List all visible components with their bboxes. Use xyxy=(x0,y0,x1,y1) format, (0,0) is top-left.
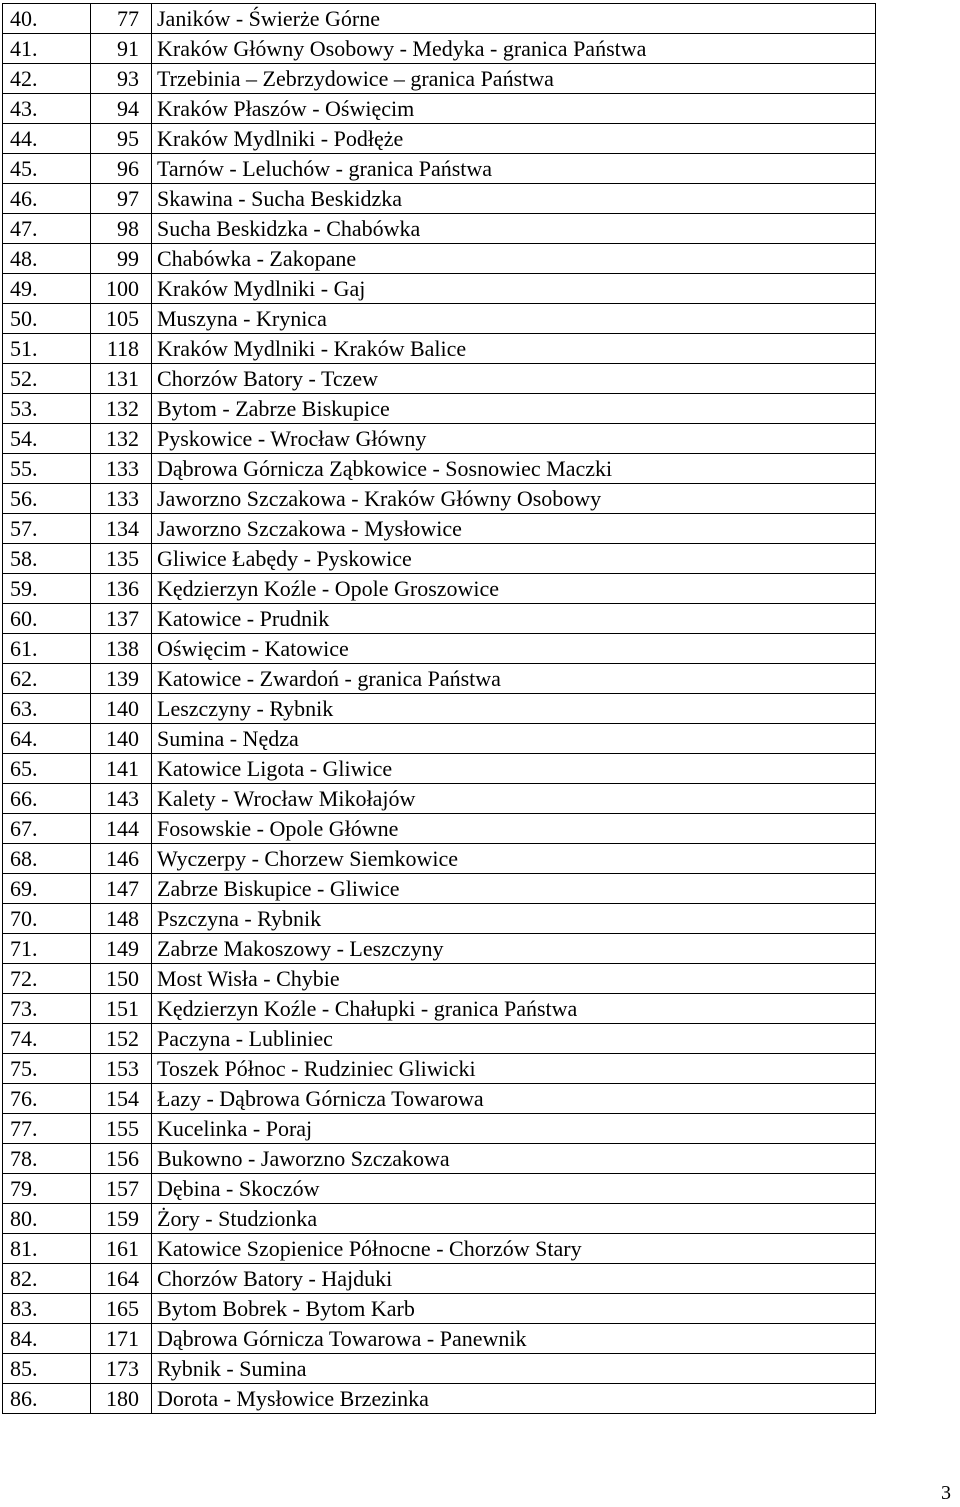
row-index: 80. xyxy=(3,1204,91,1234)
table-row xyxy=(3,544,876,574)
table-row xyxy=(3,604,876,634)
row-index: 42. xyxy=(3,64,91,94)
line-number: 156 xyxy=(91,1144,152,1174)
table-row xyxy=(3,574,876,604)
line-route-name: Sucha Beskidzka - Chabówka xyxy=(152,214,876,244)
line-route-name: Kraków Mydlniki - Podłęże xyxy=(152,124,876,154)
row-index: 74. xyxy=(3,1024,91,1054)
line-route-name: Łazy - Dąbrowa Górnicza Towarowa xyxy=(152,1084,876,1114)
line-route-name: Wyczerpy - Chorzew Siemkowice xyxy=(152,844,876,874)
line-number: 96 xyxy=(91,154,152,184)
table-row xyxy=(3,694,876,724)
row-index: 67. xyxy=(3,814,91,844)
line-number: 180 xyxy=(91,1384,152,1414)
row-index: 61. xyxy=(3,634,91,664)
line-route-name: Muszyna - Krynica xyxy=(152,304,876,334)
table-row xyxy=(3,424,876,454)
line-route-name: Paczyna - Lubliniec xyxy=(152,1024,876,1054)
line-route-name: Trzebinia – Zebrzydowice – granica Państwa xyxy=(152,64,876,94)
row-index: 82. xyxy=(3,1264,91,1294)
row-index: 75. xyxy=(3,1054,91,1084)
line-route-name: Fosowskie - Opole Główne xyxy=(152,814,876,844)
table-row xyxy=(3,964,876,994)
table-row xyxy=(3,1324,876,1354)
line-route-name: Oświęcim - Katowice xyxy=(152,634,876,664)
line-number: 173 xyxy=(91,1354,152,1384)
line-route-name: Dąbrowa Górnicza Ząbkowice - Sosnowiec Maczki xyxy=(152,454,876,484)
line-route-name: Kraków Płaszów - Oświęcim xyxy=(152,94,876,124)
table-row xyxy=(3,124,876,154)
line-number: 152 xyxy=(91,1024,152,1054)
table-row xyxy=(3,244,876,274)
row-index: 86. xyxy=(3,1384,91,1414)
line-route-name: Zabrze Makoszowy - Leszczyny xyxy=(152,934,876,964)
line-number: 105 xyxy=(91,304,152,334)
row-index: 46. xyxy=(3,184,91,214)
line-route-name: Jaworzno Szczakowa - Kraków Główny Osobowy xyxy=(152,484,876,514)
line-route-name: Leszczyny - Rybnik xyxy=(152,694,876,724)
line-number: 132 xyxy=(91,424,152,454)
table-row xyxy=(3,4,876,34)
row-index: 48. xyxy=(3,244,91,274)
row-index: 44. xyxy=(3,124,91,154)
table-row xyxy=(3,814,876,844)
row-index: 49. xyxy=(3,274,91,304)
table-row xyxy=(3,154,876,184)
row-index: 66. xyxy=(3,784,91,814)
line-number: 94 xyxy=(91,94,152,124)
line-route-name: Most Wisła - Chybie xyxy=(152,964,876,994)
table-row xyxy=(3,1024,876,1054)
row-index: 68. xyxy=(3,844,91,874)
line-route-name: Kraków Mydlniki - Gaj xyxy=(152,274,876,304)
line-number: 139 xyxy=(91,664,152,694)
line-number: 118 xyxy=(91,334,152,364)
line-number: 154 xyxy=(91,1084,152,1114)
line-route-name: Pszczyna - Rybnik xyxy=(152,904,876,934)
row-index: 64. xyxy=(3,724,91,754)
table-row xyxy=(3,274,876,304)
line-route-name: Katowice - Zwardoń - granica Państwa xyxy=(152,664,876,694)
line-route-name: Kędzierzyn Koźle - Chałupki - granica Państwa xyxy=(152,994,876,1024)
row-index: 76. xyxy=(3,1084,91,1114)
row-index: 58. xyxy=(3,544,91,574)
line-number: 136 xyxy=(91,574,152,604)
line-number: 161 xyxy=(91,1234,152,1264)
table-row xyxy=(3,34,876,64)
row-index: 41. xyxy=(3,34,91,64)
railway-lines-table xyxy=(2,3,876,1414)
line-route-name: Kędzierzyn Koźle - Opole Groszowice xyxy=(152,574,876,604)
table-row xyxy=(3,934,876,964)
line-route-name: Chorzów Batory - Hajduki xyxy=(152,1264,876,1294)
line-number: 146 xyxy=(91,844,152,874)
table-row xyxy=(3,994,876,1024)
line-route-name: Kalety - Wrocław Mikołajów xyxy=(152,784,876,814)
row-index: 69. xyxy=(3,874,91,904)
table-row xyxy=(3,304,876,334)
line-route-name: Katowice Szopienice Północne - Chorzów Stary xyxy=(152,1234,876,1264)
row-index: 72. xyxy=(3,964,91,994)
table-row xyxy=(3,364,876,394)
row-index: 63. xyxy=(3,694,91,724)
line-number: 134 xyxy=(91,514,152,544)
row-index: 77. xyxy=(3,1114,91,1144)
row-index: 59. xyxy=(3,574,91,604)
row-index: 73. xyxy=(3,994,91,1024)
line-number: 155 xyxy=(91,1114,152,1144)
line-number: 150 xyxy=(91,964,152,994)
line-number: 133 xyxy=(91,454,152,484)
table-row xyxy=(3,1234,876,1264)
row-index: 56. xyxy=(3,484,91,514)
table-row xyxy=(3,664,876,694)
line-number: 77 xyxy=(91,4,152,34)
line-route-name: Pyskowice - Wrocław Główny xyxy=(152,424,876,454)
line-number: 143 xyxy=(91,784,152,814)
line-number: 141 xyxy=(91,754,152,784)
line-number: 132 xyxy=(91,394,152,424)
line-number: 159 xyxy=(91,1204,152,1234)
table-row xyxy=(3,94,876,124)
table-row xyxy=(3,394,876,424)
row-index: 84. xyxy=(3,1324,91,1354)
line-number: 91 xyxy=(91,34,152,64)
table-row xyxy=(3,634,876,664)
row-index: 85. xyxy=(3,1354,91,1384)
table-row xyxy=(3,1144,876,1174)
table-row xyxy=(3,1174,876,1204)
row-index: 55. xyxy=(3,454,91,484)
table-row xyxy=(3,784,876,814)
line-route-name: Kraków Główny Osobowy - Medyka - granica Państwa xyxy=(152,34,876,64)
row-index: 40. xyxy=(3,4,91,34)
row-index: 62. xyxy=(3,664,91,694)
table-row xyxy=(3,1084,876,1114)
line-route-name: Bytom - Zabrze Biskupice xyxy=(152,394,876,424)
row-index: 71. xyxy=(3,934,91,964)
line-number: 135 xyxy=(91,544,152,574)
table-row xyxy=(3,1054,876,1084)
line-number: 153 xyxy=(91,1054,152,1084)
line-number: 147 xyxy=(91,874,152,904)
table-row xyxy=(3,844,876,874)
row-index: 53. xyxy=(3,394,91,424)
line-route-name: Bytom Bobrek - Bytom Karb xyxy=(152,1294,876,1324)
row-index: 81. xyxy=(3,1234,91,1264)
line-route-name: Rybnik - Sumina xyxy=(152,1354,876,1384)
line-number: 97 xyxy=(91,184,152,214)
line-number: 164 xyxy=(91,1264,152,1294)
table-row xyxy=(3,514,876,544)
line-route-name: Toszek Północ - Rudziniec Gliwicki xyxy=(152,1054,876,1084)
line-number: 137 xyxy=(91,604,152,634)
row-index: 54. xyxy=(3,424,91,454)
line-route-name: Chabówka - Zakopane xyxy=(152,244,876,274)
table-row xyxy=(3,214,876,244)
line-number: 148 xyxy=(91,904,152,934)
row-index: 57. xyxy=(3,514,91,544)
line-number: 95 xyxy=(91,124,152,154)
line-number: 138 xyxy=(91,634,152,664)
table-row xyxy=(3,64,876,94)
line-number: 171 xyxy=(91,1324,152,1354)
table-row xyxy=(3,454,876,484)
line-number: 133 xyxy=(91,484,152,514)
line-number: 98 xyxy=(91,214,152,244)
table-body xyxy=(3,4,876,1414)
line-route-name: Chorzów Batory - Tczew xyxy=(152,364,876,394)
line-number: 93 xyxy=(91,64,152,94)
line-route-name: Bukowno - Jaworzno Szczakowa xyxy=(152,1144,876,1174)
line-number: 149 xyxy=(91,934,152,964)
line-route-name: Zabrze Biskupice - Gliwice xyxy=(152,874,876,904)
row-index: 50. xyxy=(3,304,91,334)
row-index: 43. xyxy=(3,94,91,124)
row-index: 60. xyxy=(3,604,91,634)
line-route-name: Kucelinka - Poraj xyxy=(152,1114,876,1144)
table-row xyxy=(3,1204,876,1234)
line-route-name: Kraków Mydlniki - Kraków Balice xyxy=(152,334,876,364)
table-row xyxy=(3,484,876,514)
line-route-name: Gliwice Łabędy - Pyskowice xyxy=(152,544,876,574)
table-row xyxy=(3,724,876,754)
line-number: 100 xyxy=(91,274,152,304)
table-row xyxy=(3,1114,876,1144)
row-index: 78. xyxy=(3,1144,91,1174)
table-row xyxy=(3,334,876,364)
row-index: 70. xyxy=(3,904,91,934)
line-number: 140 xyxy=(91,724,152,754)
line-route-name: Katowice Ligota - Gliwice xyxy=(152,754,876,784)
row-index: 47. xyxy=(3,214,91,244)
row-index: 83. xyxy=(3,1294,91,1324)
line-route-name: Tarnów - Leluchów - granica Państwa xyxy=(152,154,876,184)
table-row xyxy=(3,904,876,934)
line-route-name: Żory - Studzionka xyxy=(152,1204,876,1234)
table-row xyxy=(3,1294,876,1324)
line-number: 131 xyxy=(91,364,152,394)
line-route-name: Sumina - Nędza xyxy=(152,724,876,754)
line-number: 165 xyxy=(91,1294,152,1324)
line-number: 144 xyxy=(91,814,152,844)
row-index: 51. xyxy=(3,334,91,364)
row-index: 65. xyxy=(3,754,91,784)
line-route-name: Dębina - Skoczów xyxy=(152,1174,876,1204)
table-row xyxy=(3,1384,876,1414)
row-index: 45. xyxy=(3,154,91,184)
line-number: 99 xyxy=(91,244,152,274)
table-row xyxy=(3,754,876,784)
row-index: 52. xyxy=(3,364,91,394)
line-number: 157 xyxy=(91,1174,152,1204)
table-row xyxy=(3,1354,876,1384)
row-index: 79. xyxy=(3,1174,91,1204)
line-route-name: Dąbrowa Górnicza Towarowa - Panewnik xyxy=(152,1324,876,1354)
line-number: 140 xyxy=(91,694,152,724)
line-number: 151 xyxy=(91,994,152,1024)
table-row xyxy=(3,1264,876,1294)
line-route-name: Katowice - Prudnik xyxy=(152,604,876,634)
line-route-name: Janików - Świerże Górne xyxy=(152,4,876,34)
line-route-name: Skawina - Sucha Beskidzka xyxy=(152,184,876,214)
line-route-name: Dorota - Mysłowice Brzezinka xyxy=(152,1384,876,1414)
page-number: 3 xyxy=(941,1482,951,1504)
table-row xyxy=(3,184,876,214)
table-row xyxy=(3,874,876,904)
line-route-name: Jaworzno Szczakowa - Mysłowice xyxy=(152,514,876,544)
